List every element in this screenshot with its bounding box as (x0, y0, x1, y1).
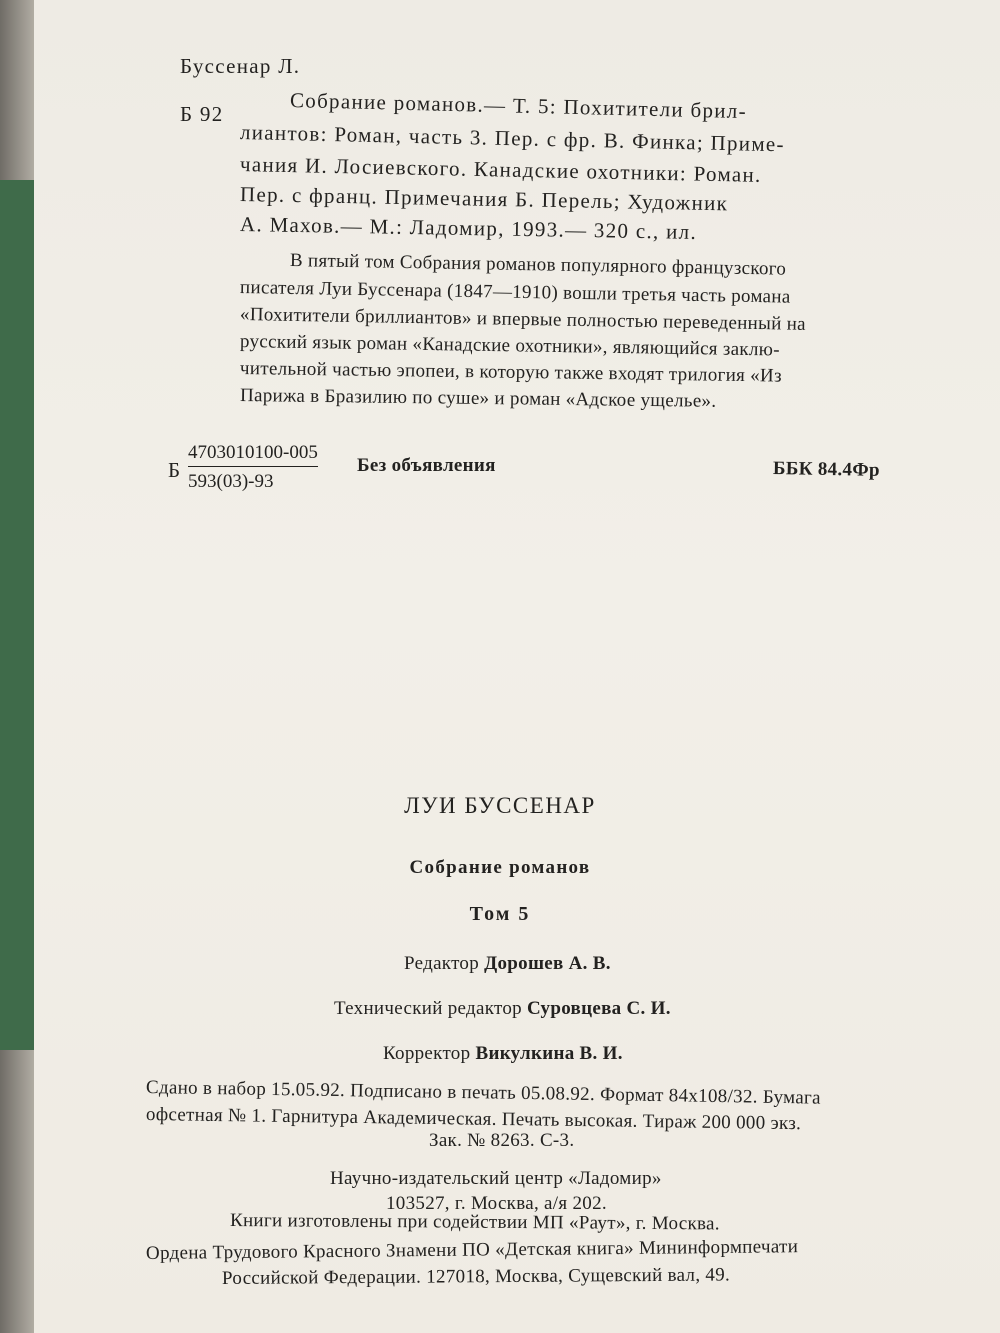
entry-line: Собрание романов.— Т. 5: Похитители брил- (289, 88, 748, 124)
no-advertisement: Без объявления (357, 455, 496, 476)
annotation-line: Парижа в Бразилию по суше» и роман «Адское ущелье». (239, 385, 717, 412)
annotation-line: «Похитители бриллиантов» и впервые полностью переведенный на (239, 304, 807, 335)
printer-line: Российской Федерации. 127018, Москва, Сущевский вал, 49. (221, 1264, 731, 1289)
book-author: ЛУИ БУССЕНАР (404, 793, 596, 818)
annotation-line: чительной частью эпопеи, в которую также входят трилогия «Из (239, 358, 782, 387)
index-letter: Б (168, 458, 182, 482)
publisher-line: 103527, г. Москва, а/я 202. (386, 1193, 607, 1214)
print-info-line: Сдано в набор 15.05.92. Подписано в печать 05.08.92. Формат 84x108/32. Бумага (145, 1077, 822, 1109)
annotation-line: В пятый том Собрания романов популярного французского (289, 250, 787, 280)
credit-role: Корректор (383, 1043, 471, 1064)
entry-line: чания И. Лосиевского. Канадские охотники: Роман. (239, 152, 762, 187)
bbk-code: ББК 84.4Фр (772, 458, 880, 481)
publisher-line: Книги изготовлены при содействии МП «Раут», г. Москва. (229, 1210, 720, 1235)
annotation-line: русский язык роман «Канадские охотники», являющийся заклю- (239, 331, 780, 361)
entry-line: А. Махов.— М.: Ладомир, 1993.— 320 с., ил. (239, 212, 698, 244)
credit-role: Технический редактор (334, 998, 522, 1019)
credit-line (383, 1043, 623, 1065)
entry-line: лиантов: Роман, часть 3. Пер. с фр. В. Финка; Приме- (239, 120, 786, 157)
credit-name: Дорошев А. В. (484, 953, 611, 974)
index-top: 4703010100-005 (188, 442, 318, 467)
publisher-index (188, 442, 318, 493)
print-info-line: Зак. № 8263. С-3. (429, 1130, 575, 1151)
entry-line: Пер. с франц. Примечания Б. Перель; Художник (239, 182, 729, 216)
print-info-line: офсетная № 1. Гарнитура Академическая. Печать высокая. Тираж 200 000 экз. (145, 1104, 802, 1135)
printer-line: Ордена Трудового Красного Знамени ПО «Детская книга» Мининформпечати (145, 1236, 799, 1264)
author-heading: Буссенар Л. (180, 54, 301, 78)
volume-number: Том 5 (469, 903, 531, 925)
credit-name: Викулкина В. И. (475, 1043, 623, 1064)
credit-line (334, 998, 671, 1020)
credit-role: Редактор (404, 953, 480, 974)
series-title: Собрание романов (409, 857, 591, 878)
annotation-line: писателя Луи Буссенара (1847—1910) вошли третья часть романа (239, 277, 791, 308)
index-bottom: 593(03)-93 (188, 471, 274, 492)
credit-name: Суровцева С. И. (527, 998, 671, 1019)
publisher-line: Научно-издательский центр «Ладомир» (330, 1168, 662, 1189)
catalog-code: Б 92 (180, 102, 224, 126)
credit-line (404, 953, 611, 975)
